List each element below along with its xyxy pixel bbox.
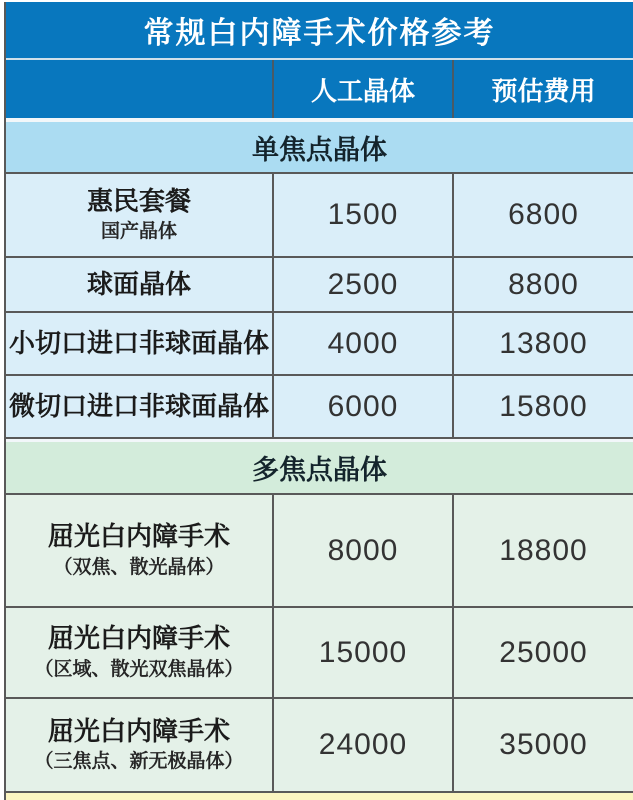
row-label: 惠民套餐 bbox=[86, 185, 191, 216]
row-label-cell bbox=[6, 258, 272, 311]
row-label: 屈光白内障手术 bbox=[47, 715, 230, 746]
column-header-empty bbox=[6, 60, 272, 118]
cost-price: 35000 bbox=[499, 728, 588, 761]
row-label-cell bbox=[6, 608, 272, 697]
section-header-blue: 单焦点晶体 bbox=[6, 122, 633, 174]
lens-price: 15000 bbox=[318, 635, 408, 669]
table-row bbox=[6, 699, 633, 793]
table-row bbox=[6, 376, 633, 439]
cost-price-cell bbox=[452, 313, 633, 374]
cost-price: 25000 bbox=[499, 635, 588, 669]
row-label: 球面晶体 bbox=[86, 269, 191, 300]
lens-price: 4000 bbox=[327, 326, 399, 360]
row-sublabel: （三焦点、新无极晶体） bbox=[34, 751, 244, 773]
lens-price: 2500 bbox=[327, 267, 399, 301]
lens-price-cell bbox=[272, 495, 452, 606]
lens-price: 24000 bbox=[318, 728, 408, 761]
lens-price-cell bbox=[272, 258, 452, 311]
lens-price: 8000 bbox=[327, 533, 399, 567]
section-header-green: 多焦点晶体 bbox=[6, 442, 633, 495]
row-label: 微切口进口非球面晶体 bbox=[8, 391, 269, 422]
column-header-lens: 人工晶体 bbox=[272, 60, 452, 118]
lens-price-cell bbox=[272, 174, 452, 256]
cost-price-cell bbox=[452, 699, 633, 791]
table-row bbox=[6, 495, 633, 608]
row-label: 屈光白内障手术 bbox=[47, 521, 230, 552]
cost-price: 18800 bbox=[499, 533, 588, 567]
lens-price-cell bbox=[272, 376, 452, 437]
cost-price-cell bbox=[452, 608, 633, 697]
lens-price-cell bbox=[272, 608, 452, 697]
cost-price: 15800 bbox=[499, 389, 588, 423]
row-label-cell bbox=[6, 699, 272, 791]
price-table bbox=[4, 2, 633, 800]
cost-price: 8800 bbox=[508, 267, 579, 301]
lens-price: 1500 bbox=[327, 198, 399, 231]
cost-price-cell bbox=[452, 174, 633, 256]
row-label-cell bbox=[6, 495, 272, 606]
row-sublabel: 国产晶体 bbox=[100, 221, 177, 243]
cost-price: 6800 bbox=[508, 198, 579, 231]
cost-price: 13800 bbox=[499, 326, 588, 360]
row-label-cell bbox=[6, 174, 272, 256]
table-row bbox=[6, 258, 633, 313]
table-row bbox=[6, 313, 633, 376]
lens-price-cell bbox=[272, 699, 452, 791]
row-label-cell bbox=[6, 313, 272, 374]
bottom-strip bbox=[6, 793, 633, 800]
table-row bbox=[6, 608, 633, 699]
lens-price-cell bbox=[272, 313, 452, 374]
table-body bbox=[6, 122, 633, 793]
row-label: 小切口进口非球面晶体 bbox=[8, 328, 269, 359]
row-sublabel: （区域、散光双焦晶体） bbox=[34, 658, 244, 680]
column-header-cost: 预估费用 bbox=[452, 60, 633, 118]
row-label-cell bbox=[6, 376, 272, 437]
table-row bbox=[6, 174, 633, 258]
cost-price-cell bbox=[452, 258, 633, 311]
lens-price: 6000 bbox=[327, 389, 399, 423]
table-title: 常规白内障手术价格参考 bbox=[6, 2, 633, 58]
cost-price-cell bbox=[452, 495, 633, 606]
row-sublabel: （双焦、散光晶体） bbox=[53, 556, 225, 578]
column-header-row bbox=[6, 60, 633, 118]
row-label: 屈光白内障手术 bbox=[47, 623, 230, 654]
cost-price-cell bbox=[452, 376, 633, 437]
